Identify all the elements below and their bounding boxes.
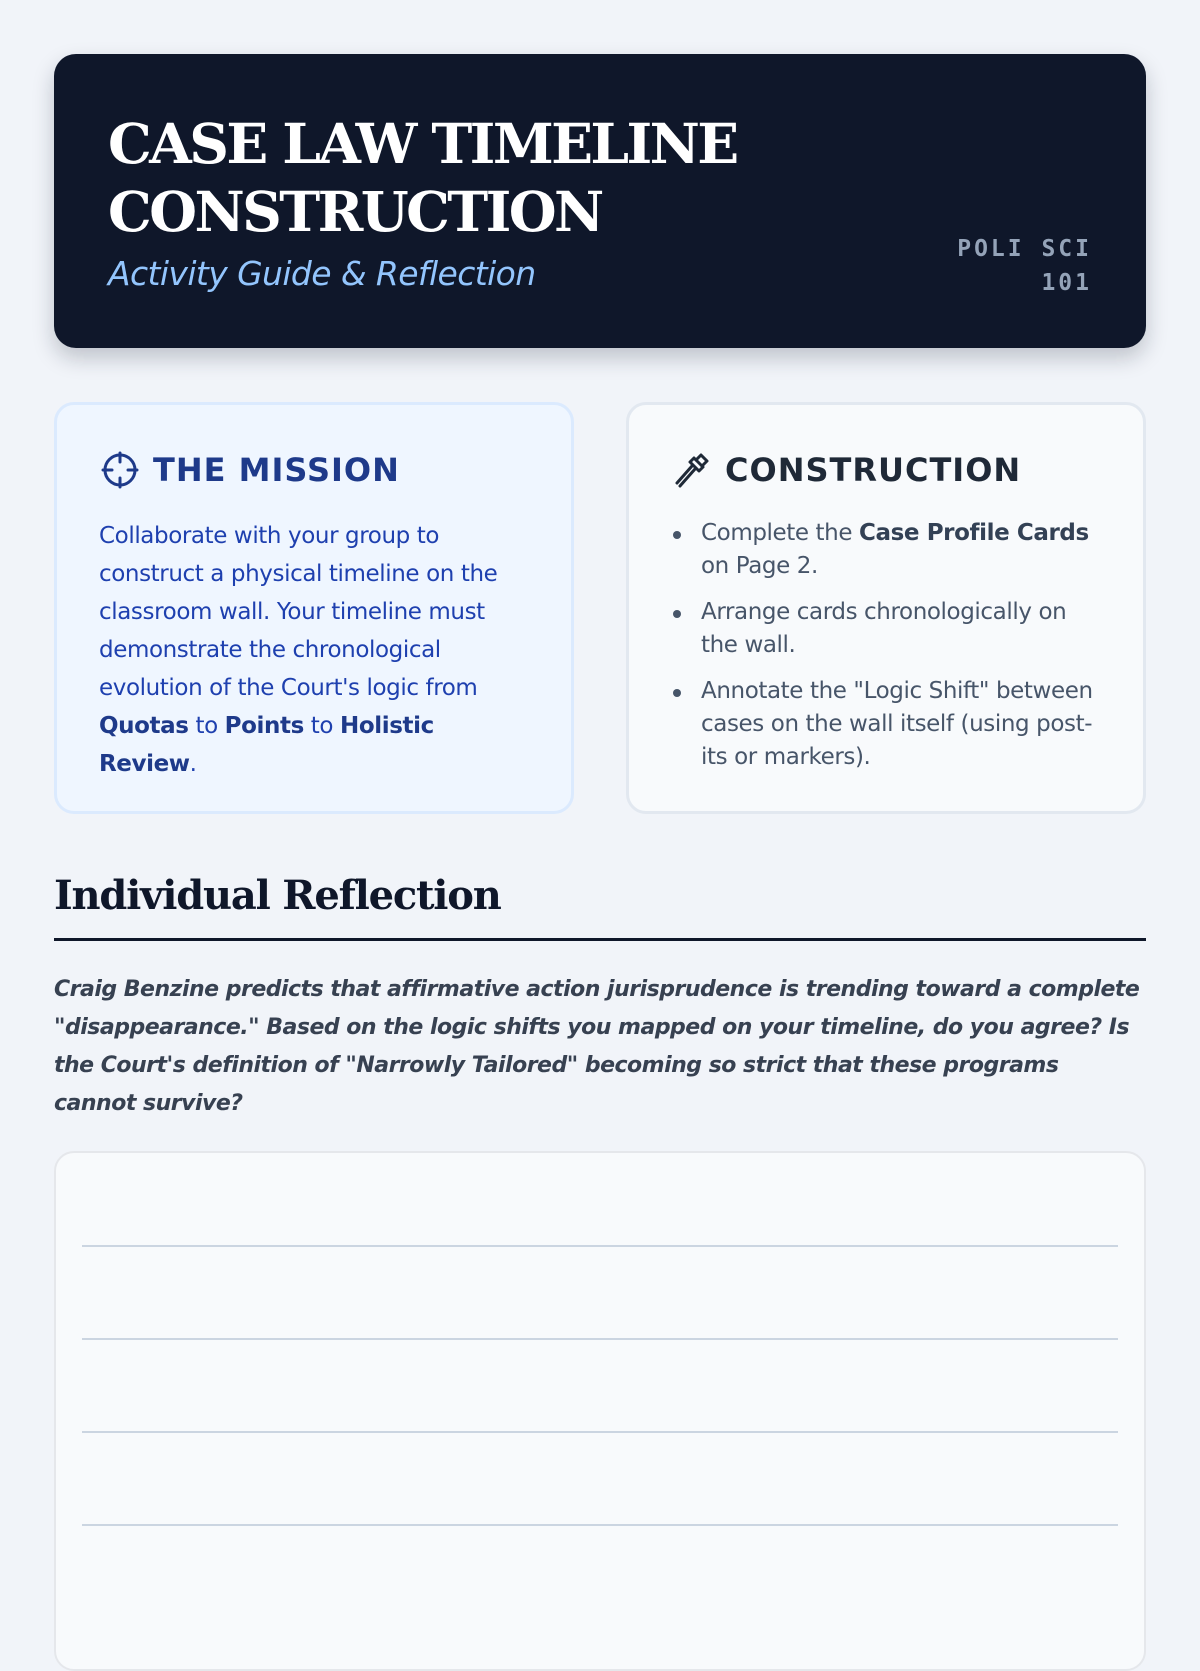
construction-card [626, 402, 1146, 814]
mission-card-header [99, 445, 531, 495]
reflection-heading: Individual Reflection [54, 872, 1146, 941]
mission-joiner: to [303, 713, 340, 739]
mission-term-quotas: Quotas [99, 713, 189, 739]
page-subtitle: Activity Guide & Reflection [108, 254, 536, 293]
writing-line [82, 1245, 1118, 1247]
mission-term-points: Points [224, 713, 304, 739]
course-badge: POLI SCI 101 [957, 236, 1092, 296]
construction-steps [671, 517, 1103, 774]
writing-line [82, 1338, 1118, 1340]
mission-card [54, 402, 574, 814]
mission-end-punctuation: . [189, 751, 197, 777]
reflection-prompt: Craig Benzine predicts that affirmative action jurisprudence is trending toward a complete "disappearance." Based on the logic shifts you mapped on your timeline, do you agree? Is the Court's definition of "Narrowly Tailored" becoming so strict that these programs cannot survive? [54, 977, 1140, 1116]
case-profile-cards-label: Case Profile Cards [859, 520, 1089, 546]
writing-line [82, 1524, 1118, 1526]
list-item: Annotate the "Logic Shift" between cases on the wall itself (using post-its or markers). [671, 675, 1103, 774]
mission-intro-text: Collaborate with your group to construct a physical timeline on the classroom wall. Your timeline must demonstrate the chronological evolution of the Court's logic from [99, 523, 498, 701]
construction-title: CONSTRUCTION [725, 451, 1022, 489]
page-title: CASE LAW TIMELINE CONSTRUCTION [108, 111, 737, 244]
mission-title: THE MISSION [153, 451, 400, 489]
mission-joiner: to [188, 713, 225, 739]
header-banner [54, 54, 1146, 348]
mission-description [99, 517, 531, 783]
step-text: on Page 2. [701, 553, 818, 579]
list-item [671, 517, 1103, 583]
list-item: Arrange cards chronologically on the wall. [671, 596, 1103, 662]
reflection-answer-area[interactable] [54, 1151, 1146, 1671]
step-text: Complete the [701, 520, 860, 546]
construction-card-header [671, 445, 1103, 495]
info-cards [54, 402, 1146, 814]
hammer-icon [671, 449, 713, 491]
writing-line [82, 1431, 1118, 1433]
mission-term-holistic-review: Holistic Review [99, 713, 434, 777]
crosshair-icon [99, 449, 141, 491]
